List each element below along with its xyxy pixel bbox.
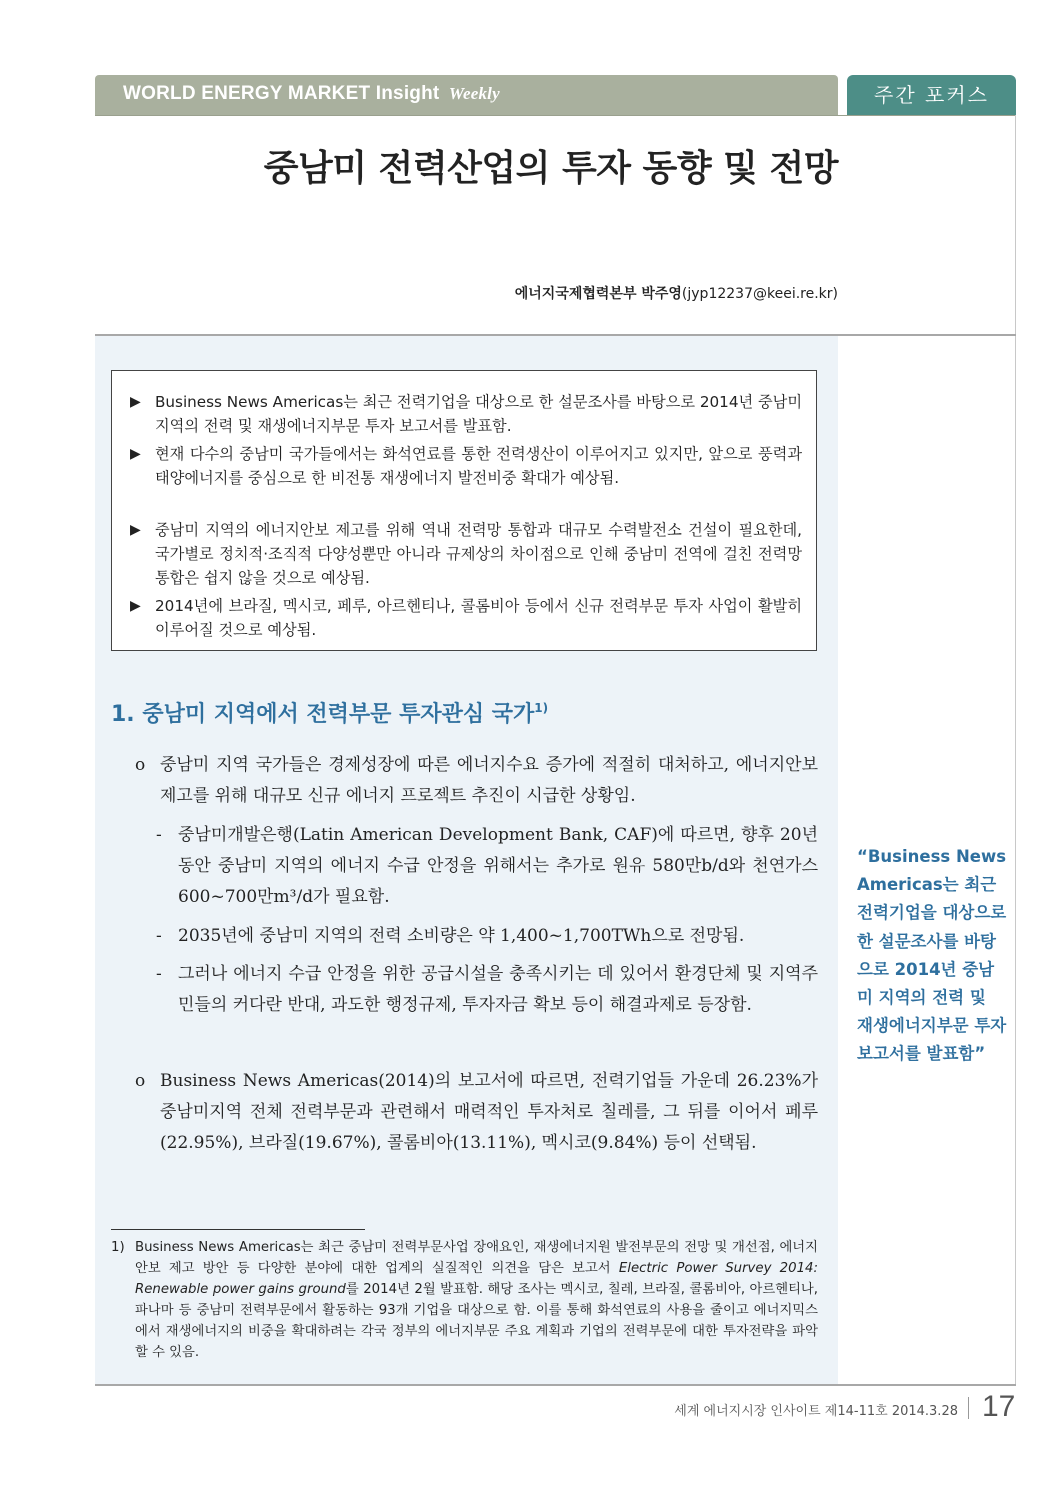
summary-box (111, 370, 817, 651)
weekly-focus-tab: 주간 포커스 (847, 75, 1016, 115)
publication-name: WORLD ENERGY MARKET Insight (123, 83, 440, 104)
bullet-dash-icon: - (156, 964, 162, 984)
bullet-dash-icon: - (156, 926, 162, 946)
summary-item: ▶ 현재 다수의 중남미 국가들에서는 화석연료를 통한 전력생산이 이루어지고 있지만, 앞으로 풍력과 태양에너지를 중심으로 한 비전통 재생에너지 발전비중 확대가 예상됨. (130, 442, 802, 490)
author-email: (jyp12237@keei.re.kr) (681, 286, 838, 302)
article-author (95, 283, 838, 303)
article-title: 중남미 전력산업의 투자 동향 및 전망 (263, 148, 838, 189)
bullet-circle-icon: o (135, 755, 146, 775)
right-margin-rule (1015, 115, 1016, 1385)
author-org: 에너지국제협력본부 박주영 (514, 286, 682, 302)
bottom-rule (95, 1384, 1016, 1386)
report-title: Electric Power Survey 2014: Renewable power gains ground (135, 1261, 818, 1297)
pull-quote: “Business News Americas는 최근 전력기업을 대상으로 한 설문조사를 바탕으로 2014년 중남미 지역의 전력 및 재생에너지부문 투자 보고서를 발표함” (857, 847, 1007, 1064)
footnote-ref: 1) (534, 701, 549, 715)
paragraph-dash: - 그러나 에너지 수급 안정을 위한 공급시설을 충족시키는 데 있어서 환경단체 및 지역주민들의 커다란 반대, 과도한 행정규제, 투자자금 확보 등이 해결과제로 등장함. (156, 959, 818, 1021)
footnote-number: 1) (111, 1240, 125, 1255)
summary-item: ▶ 2014년에 브라질, 멕시코, 페루, 아르헨티나, 콜롬비아 등에서 신규 전력부문 투자 사업이 활발히 이루어질 것으로 예상됨. (130, 594, 802, 642)
paragraph-circle: o 중남미 지역 국가들은 경제성장에 따른 에너지수요 증가에 적절히 대처하고, 에너지안보 제고를 위해 대규모 신규 에너지 프로젝트 추진이 시급한 상황임. (135, 750, 818, 812)
section-heading: 1. 중남미 지역에서 전력부문 투자관심 국가$^{1)}$ (111, 701, 549, 727)
bullet-triangle-icon: ▶ (130, 522, 141, 538)
paragraph-dash: - 중남미개발은행(Latin American Development Bank, CAF)에 따르면, 향후 20년 동안 중남미 지역의 에너지 수급 안정을 위해서는 추가로 원유 580만b/d와 천연가스 600~700만m³/d가 필요함. (156, 820, 818, 913)
publication-weekly: Weekly (448, 84, 500, 103)
bullet-triangle-icon: ▶ (130, 446, 141, 462)
paragraph-dash: - 2035년에 중남미 지역의 전력 소비량은 약 1,400~1,700TWh으로 전망됨. (156, 921, 818, 952)
footnote: 1) Business News Americas는 최근 중남미 전력부문사업 장애요인, 재생에너지원 발전부문의 전망 및 개선점, 에너지안보 제고 방안 등 다양한 분야에 대한 업계의 실질적인 의견을 담은 보고서 Electric Power Survey 2014: Renewable power gains ground를 2014년 2월 발표함. 해당 조사는 멕시코, 칠레, 브라질, 콜롬비아, 아르헨티나, 파나마 등 중남미 전력부문에서 활동하는 93개 기업을 대상으로 함. 이를 통해 화석연료의 사용을 줄이고 에너지믹스에서 재생에너지의 비중을 확대하려는 각국 정부의 에너지부문 주요 계획과 기업의 전력부문에 대한 투자전략을 파악할 수 있음. (111, 1237, 818, 1363)
publication-title (123, 83, 500, 105)
bullet-triangle-icon: ▶ (130, 598, 141, 614)
paragraph-circle: o Business News Americas(2014)의 보고서에 따르면, 전력기업들 가운데 26.23%가 중남미지역 전체 전력부문과 관련해서 매력적인 투자처로 칠레를, 그 뒤를 이어서 페루(22.95%), 브라질(19.67%), 콜롬비아(13.11%), 멕시코(9.84%) 등이 선택됨. (135, 1066, 818, 1159)
header-bar (95, 75, 838, 115)
footer-separator (968, 1397, 969, 1419)
footnote-rule (111, 1229, 365, 1230)
bullet-dash-icon: - (156, 825, 162, 845)
summary-item: ▶ 중남미 지역의 에너지안보 제고를 위해 역내 전력망 통합과 대규모 수력발전소 건설이 필요한데, 국가별로 정치적·조직적 다양성뿐만 아니라 규제상의 차이점으로 인해 중남미 전역에 걸친 전력망통합은 쉽지 않을 것으로 예상됨. (130, 518, 802, 590)
header-rule (95, 115, 1016, 116)
bullet-circle-icon: o (135, 1071, 146, 1091)
bullet-triangle-icon: ▶ (130, 394, 141, 410)
summary-item: ▶ Business News Americas는 최근 전력기업을 대상으로 한 설문조사를 바탕으로 2014년 중남미 지역의 전력 및 재생에너지부문 투자 보고서를 발표함. (130, 390, 802, 438)
page-number: 17 (982, 1390, 1016, 1423)
footer-issue: 세계 에너지시장 인사이트 제14-11호 2014.3.28 (674, 1404, 958, 1419)
